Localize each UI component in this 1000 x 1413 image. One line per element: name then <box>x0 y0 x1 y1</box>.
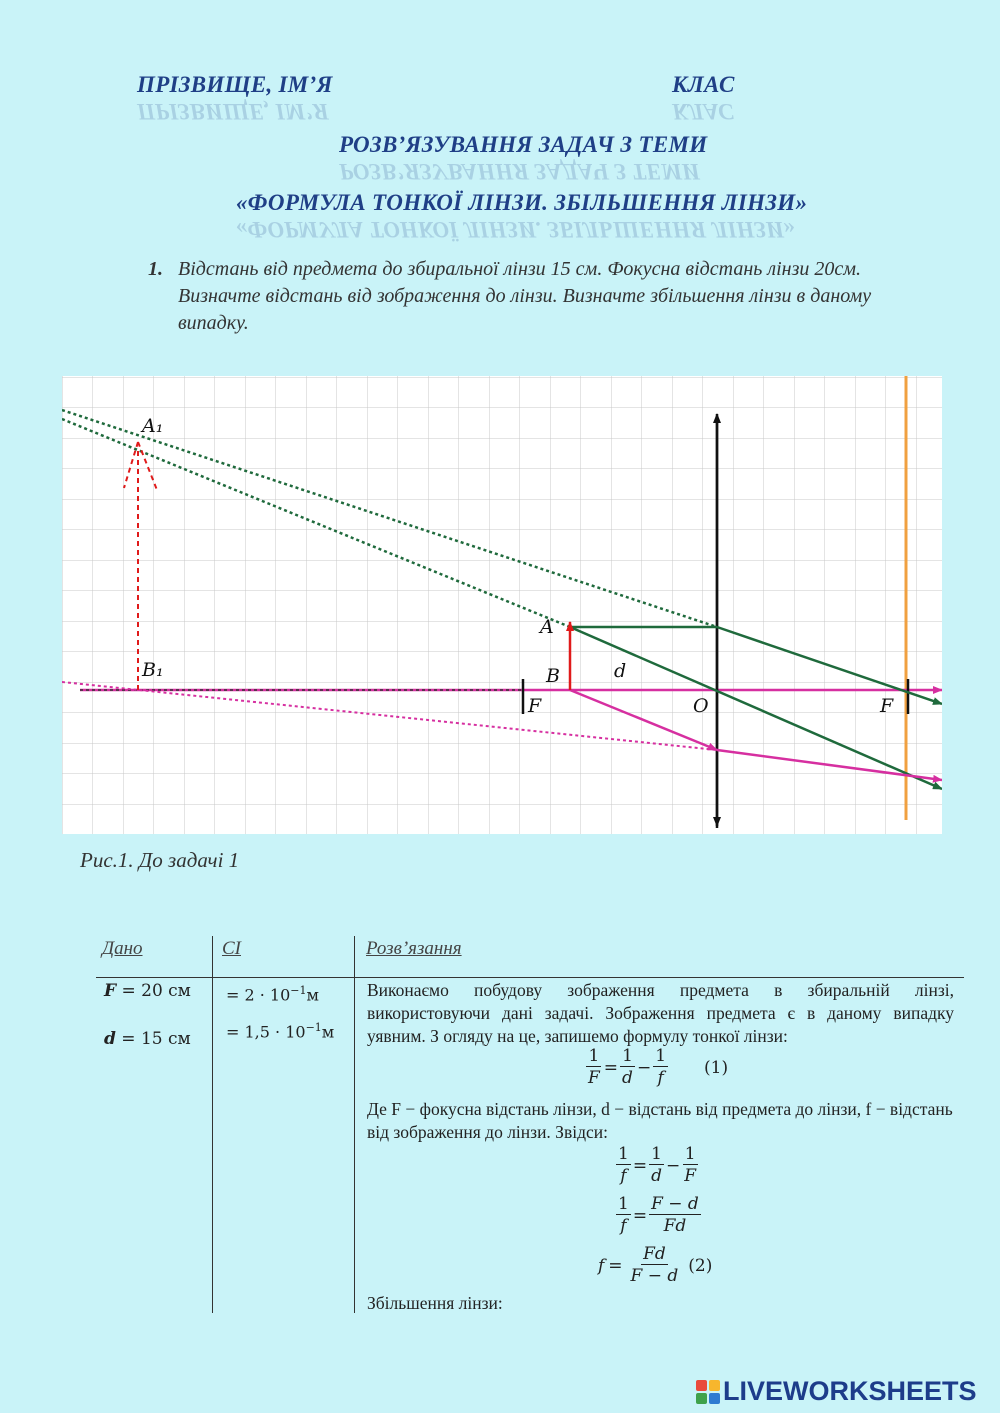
label-F-left: F <box>528 695 542 717</box>
label-F-right: F <box>880 695 894 717</box>
given-d <box>104 1029 191 1049</box>
lens-diagram-svg <box>62 376 942 834</box>
label-B: B <box>546 665 560 687</box>
formula-thin-lens-number: (1) <box>704 1057 729 1078</box>
page-title-line2: «ФОРМУЛА ТОНКОЇ ЛІНЗИ. ЗБІЛЬШЕННЯ ЛІНЗИ» <box>236 190 808 215</box>
grid-background <box>62 376 942 834</box>
si-F-exp: −1 <box>290 984 307 997</box>
formula-thin-lens: $\frac{1}{F}$ = $\frac{1}{d}$ − $\frac{1}{f}$ (1) <box>588 1046 729 1088</box>
class-label: КЛАС <box>672 72 735 97</box>
page-title-line2-reflection: «ФОРМУЛА ТОНКОЇ ЛІНЗИ. ЗБІЛЬШЕННЯ ЛІНЗИ» <box>236 217 796 242</box>
logo-icon <box>696 1380 720 1404</box>
table-column-divider-1 <box>212 936 213 1313</box>
col-header-given: Дано <box>102 938 143 959</box>
formula-step-2: $\frac{1}{f}$ = $\frac{F - d}{Fd}$ <box>618 1194 699 1236</box>
given-F <box>104 981 191 1001</box>
figure-caption: Рис.1. До задачі 1 <box>80 848 240 872</box>
name-label-reflection: ПРІЗВИЩЕ, ІМ’Я <box>137 99 329 124</box>
label-B1: B₁ <box>142 659 164 681</box>
si-d-exp: −1 <box>305 1021 322 1034</box>
brand-name: LIVEWORKSHEETS <box>723 1376 977 1406</box>
formula-step-1: $\frac{1}{f}$ = $\frac{1}{d}$ − $\frac{1}{F}$ <box>618 1144 697 1186</box>
problem-text: Відстань від предмета до збиральної лінзи 15 см. Фокусна відстань лінзи 20см. Визначте відстань від зображення до лінзи. Визначте збільшення лінзи в даному випадку. <box>178 258 872 334</box>
label-A1: A₁ <box>142 415 164 437</box>
si-d-value: = 1,5 · 10 <box>226 1022 306 1042</box>
col-header-solution: Розв’язання <box>366 938 462 959</box>
table-column-divider-2 <box>354 936 355 1313</box>
given-F-eq: = 20 см <box>116 981 191 1001</box>
name-label: ПРІЗВИЩЕ, ІМ’Я <box>137 72 333 97</box>
si-d <box>226 1021 334 1041</box>
page-title-line1: РОЗВ’ЯЗУВАННЯ ЗАДАЧ З ТЕМИ <box>339 132 708 157</box>
given-F-var: F <box>104 981 117 1001</box>
class-label-reflection: КЛАС <box>672 99 734 124</box>
given-d-eq: = 15 см <box>115 1029 191 1049</box>
solution-paragraph-3: Збільшення лінзи: <box>367 1293 503 1313</box>
si-F <box>226 984 319 1004</box>
label-d: d <box>614 660 627 682</box>
label-A: A <box>540 616 554 638</box>
label-O: O <box>693 695 709 717</box>
table-header-divider <box>96 977 964 978</box>
problem-statement <box>148 256 938 337</box>
lens-diagram <box>62 376 942 834</box>
si-F-unit: м <box>306 985 319 1005</box>
solution-paragraph-1: Виконаємо побудову зображення предмета в збиральній лінзі, використовуючи дані задачі. Зображення предмета є в даному випадку уявним. З огляду на це, запишемо формулу тонкої лінзи: <box>367 980 954 1046</box>
page-title-line1-reflection: РОЗВ’ЯЗУВАННЯ ЗАДАЧ З ТЕМИ <box>339 159 700 184</box>
formula-image-distance: f = $\frac{Fd}{F - d}$ (2) <box>598 1244 713 1286</box>
problem-number: 1. <box>148 258 163 280</box>
col-header-si: СІ <box>222 938 241 959</box>
solution-paragraph-2: Де F − фокусна відстань лінзи, d − відстань від предмета до лінзи, f − відстань від зображення до лінзи. Звідси: <box>367 1099 953 1142</box>
liveworksheets-logo <box>696 1376 977 1407</box>
si-F-value: = 2 · 10 <box>226 985 291 1005</box>
si-d-unit: м <box>321 1022 335 1042</box>
given-d-var: d <box>104 1029 116 1049</box>
formula-image-distance-number: (2) <box>688 1255 713 1276</box>
